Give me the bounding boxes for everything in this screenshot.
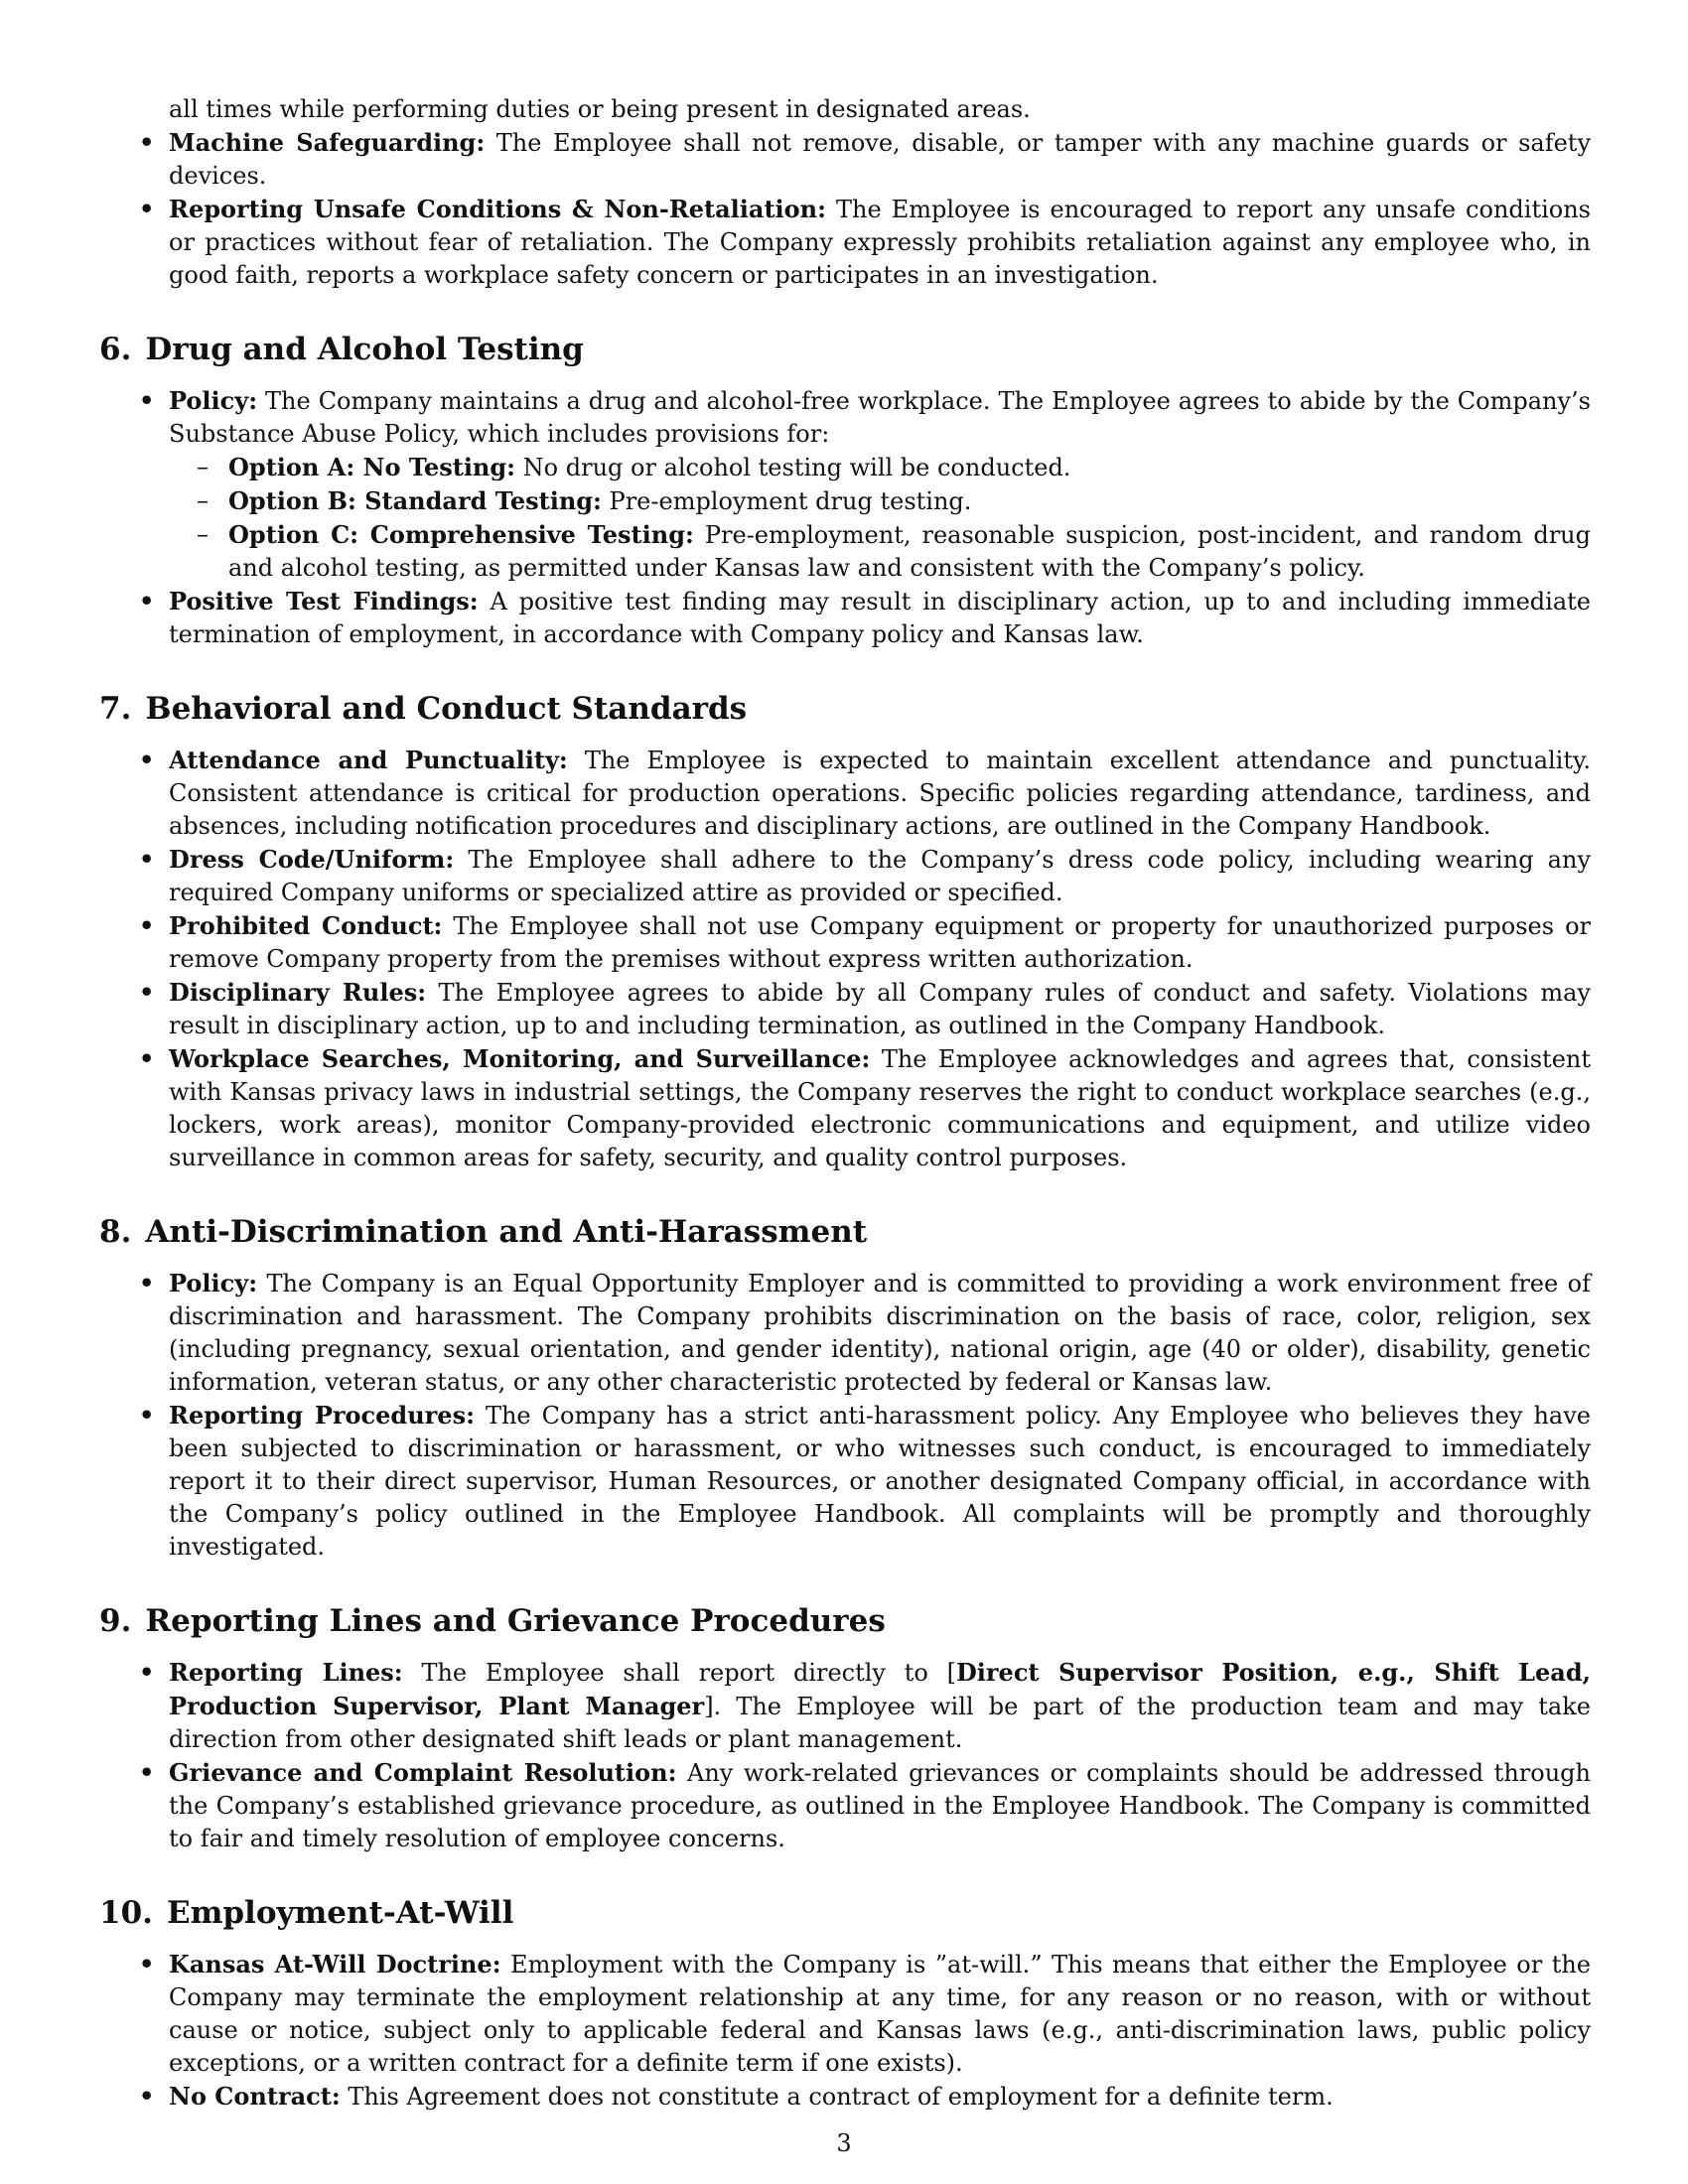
item-term: Option A: No Testing: — [228, 453, 516, 481]
list-item — [99, 1042, 1591, 1174]
list-item — [99, 126, 1591, 193]
item-term: Dress Code/Uniform: — [169, 845, 455, 874]
item-text: ]. The Employee will be part of the production team and may take direction from other designated shift leads or plant management. — [169, 1693, 1591, 1753]
list-item — [99, 1267, 1591, 1399]
section-number: 9. — [99, 1603, 132, 1639]
drug-testing-list — [99, 384, 1591, 651]
list-item — [99, 384, 1591, 585]
option-item — [169, 484, 1591, 518]
item-term: Reporting Procedures: — [169, 1401, 475, 1430]
section-number: 8. — [99, 1214, 132, 1250]
section-title: Drug and Alcohol Testing — [145, 332, 584, 367]
list-item — [99, 1399, 1591, 1564]
item-text: The Employee shall report directly to [ — [402, 1659, 956, 1687]
list-item — [99, 909, 1591, 976]
section-heading-10 — [99, 1895, 1591, 1931]
section-title: Anti-Discrimination and Anti-Harassment — [145, 1214, 868, 1250]
section-heading-8 — [99, 1214, 1591, 1250]
item-text: Any work-related grievances or complaints should be addressed through the Company’s established grievance procedure, as outlined in the Employee Handbook. The Company is committed to fair and timely resolution of employee concerns. — [169, 1759, 1591, 1852]
item-term: Policy: — [169, 1269, 258, 1297]
section-title: Employment-At-Will — [166, 1895, 514, 1931]
item-text: The Employee shall not remove, disable, or tamper with any machine guards or safety devices. — [169, 129, 1592, 190]
item-term: No Contract: — [169, 2082, 341, 2111]
list-item — [99, 1656, 1591, 1756]
section-title: Reporting Lines and Grievance Procedures — [145, 1603, 886, 1639]
page-number: 3 — [836, 2129, 852, 2157]
item-text: Pre-employment drug testing. — [601, 487, 972, 515]
testing-options-list — [169, 451, 1591, 585]
item-text: The Employee is expected to maintain excellent attendance and punctuality. Consistent attendance is critical for production operations. Specific policies regarding attendance, tardiness, and absences, including notification procedures and disciplinary actions, are outlined in the Company Handbook. — [169, 747, 1592, 840]
safety-list — [99, 126, 1591, 292]
item-text: The Employee is encouraged to report any unsafe conditions or practices without fear of retaliation. The Company expressly prohibits retaliation against any employee who, in good faith, reports a workplace safety concern or participates in an investigation. — [169, 196, 1591, 289]
item-text: No drug or alcohol testing will be conducted. — [515, 454, 1071, 481]
document-page — [99, 93, 1591, 2114]
section-number: 7. — [99, 691, 132, 727]
reporting-list — [99, 1656, 1591, 1855]
list-item — [99, 843, 1591, 909]
list-item — [99, 193, 1591, 292]
item-term: Policy: — [169, 386, 258, 415]
item-term: Machine Safeguarding: — [169, 128, 486, 157]
item-text: The Employee acknowledges and agrees that, consistent with Kansas privacy laws in industrial settings, the Company reserves the right to conduct workplace searches (e.g., lockers, work areas), monitor Company-provided electronic communications and equipment, and utilize video surveillance in common areas for safety, security, and quality control purposes. — [169, 1045, 1592, 1171]
item-text: The Employee shall adhere to the Company’s dress code policy, including wearing any required Company uniforms or specialized attire as provided or specified. — [169, 846, 1592, 906]
item-text: Employment with the Company is ”at-will.” This means that either the Employee or the Company may terminate the employment relationship at any time, for any reason or no reason, with or without cause or notice, subject only to applicable federal and Kansas laws (e.g., anti-discrimination laws, public policy exceptions, or a written contract for a definite term if one exists). — [169, 1951, 1592, 2077]
item-text: The Employee agrees to abide by all Company rules of conduct and safety. Violations may result in disciplinary action, up to and including termination, as outlined in the Company Handbook. — [169, 979, 1591, 1039]
item-text: This Agreement does not constitute a contract of employment for a definite term. — [340, 2083, 1334, 2111]
item-text: A positive test finding may result in disciplinary action, up to and including immediate termination of employment, in accordance with Company policy and Kansas law. — [169, 588, 1591, 648]
item-term: Reporting Lines: — [169, 1658, 403, 1687]
item-term: Workplace Searches, Monitoring, and Surveillance: — [169, 1044, 871, 1073]
option-item — [169, 518, 1591, 585]
item-term: Disciplinary Rules: — [169, 978, 427, 1007]
item-term: Reporting Unsafe Conditions & Non-Retaliation: — [169, 195, 826, 223]
list-item — [99, 976, 1591, 1042]
item-text: The Company has a strict anti-harassment policy. Any Employee who believes they have been subjected to discrimination or harassment, or who witnesses such conduct, is encouraged to immediately report it to their direct supervisor, Human Resources, or another designated Company official, in accordance with the Company’s policy outlined in the Employee Handbook. All complaints will be promptly and thoroughly investigated. — [169, 1402, 1591, 1561]
item-term: Option B: Standard Testing: — [228, 486, 602, 515]
item-term: Prohibited Conduct: — [169, 911, 443, 940]
section-heading-6 — [99, 332, 1591, 367]
conduct-list — [99, 744, 1591, 1174]
list-item — [99, 1756, 1591, 1855]
option-item — [169, 451, 1591, 484]
continuation-text: all times while performing duties or being present in designated areas. — [169, 95, 1031, 123]
item-term: Attendance and Punctuality: — [169, 746, 568, 774]
item-term: Option C: Comprehensive Testing: — [228, 520, 694, 549]
section-heading-7 — [99, 691, 1591, 727]
item-term: Grievance and Complaint Resolution: — [169, 1758, 677, 1787]
item-text: The Employee shall not use Company equipment or property for unauthorized purposes or remove Company property from the premises without express written authorization. — [169, 912, 1591, 973]
section-number: 10. — [99, 1895, 153, 1931]
list-item — [99, 2080, 1591, 2114]
item-text: Pre-employment, reasonable suspicion, post-incident, and random drug and alcohol testing, as permitted under Kansas law and consistent with the Company’s policy. — [228, 521, 1591, 582]
section-title: Behavioral and Conduct Standards — [145, 691, 748, 727]
item-term: Positive Test Findings: — [169, 587, 479, 615]
item-text: The Company is an Equal Opportunity Employer and is committed to providing a work environment free of discrimination and harassment. The Company prohibits discrimination on the basis of race, color, religion, sex (including pregnancy, sexual orientation, and gender identity), national origin, age (40 or older), disability, genetic information, veteran status, or any other characteristic protected by federal or Kansas law. — [169, 1270, 1591, 1396]
section-heading-9 — [99, 1603, 1591, 1639]
section-number: 6. — [99, 332, 132, 367]
supervisor-placeholder: Direct Supervisor Position, e.g., Shift Lead, Production Supervisor, Plant Manager — [169, 1658, 1591, 1720]
item-text: The Company maintains a drug and alcohol-free workplace. The Employee agrees to abide by the Company’s Substance Abuse Policy, which includes provisions for: — [169, 387, 1591, 448]
list-item — [99, 585, 1591, 651]
list-item — [99, 1948, 1591, 2080]
anti-discrimination-list — [99, 1267, 1591, 1564]
at-will-list — [99, 1948, 1591, 2114]
list-item — [99, 744, 1591, 843]
item-term: Kansas At-Will Doctrine: — [169, 1950, 501, 1979]
